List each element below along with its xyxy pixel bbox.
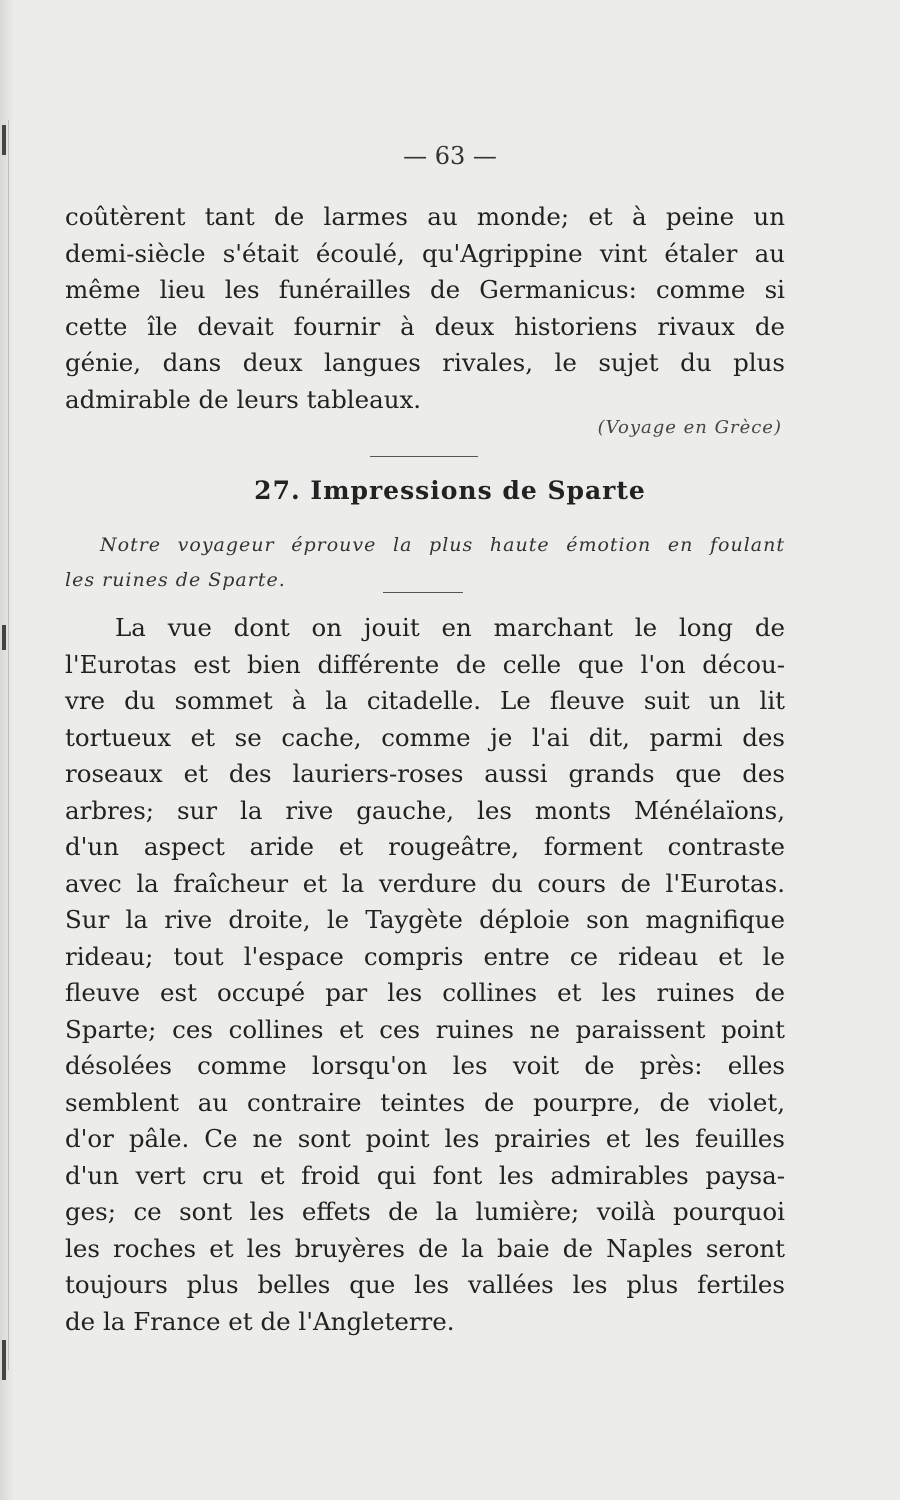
intro-divider: [383, 592, 463, 593]
text-line: Sur la rive droite, le Taygète déploie son magnifique: [65, 905, 785, 934]
text-line: vre du sommet à la citadelle. Le fleuve suit un lit: [65, 686, 785, 715]
page-edge-shadow: [0, 0, 14, 1500]
section-heading: 27. Impressions de Sparte: [254, 476, 646, 505]
text-line: les roches et les bruyères de la baie de Naples seront: [65, 1233, 785, 1263]
text-line: admirable de leurs tableaux.: [65, 384, 422, 414]
text-line: d'or pâle. Ce ne sont point les prairies et les feuilles: [65, 1124, 785, 1153]
text-line: rideau; tout l'espace compris entre ce rideau et le: [65, 941, 785, 971]
text-line: demi-siècle s'était écoulé, qu'Agrippine vint étaler au: [65, 238, 785, 268]
text-line: toujours plus belles que les vallées les plus fertiles: [65, 1270, 785, 1299]
text-line: roseaux et des lauriers-roses aussi grands que des: [65, 759, 785, 788]
text-line: avec la fraîcheur et la verdure du cours de l'Eurotas.: [65, 868, 785, 898]
margin-mark: [2, 1340, 6, 1380]
section-divider: [370, 456, 478, 457]
text-line: d'un vert cru et froid qui font les admirables paysa-: [65, 1160, 785, 1190]
text-line: d'un aspect aride et rougeâtre, forment contraste: [65, 832, 785, 861]
text-line: Sparte; ces collines et ces ruines ne paraissent point: [65, 1014, 785, 1044]
intro-line: Notre voyageur éprouve la plus haute émotion en foulant: [100, 534, 785, 556]
text-line: désolées comme lorsqu'on les voit de près: elles: [65, 1051, 785, 1080]
continuation-paragraph: [65, 199, 785, 418]
text-line: génie, dans deux langues rivales, le sujet du plus: [65, 348, 785, 377]
text-line: coûtèrent tant de larmes au monde; et à peine un: [65, 202, 785, 231]
source-attribution: (Voyage en Grèce): [597, 417, 782, 438]
text-line: l'Eurotas est bien différente de celle que l'on décou-: [65, 649, 785, 679]
text-line: de la France et de l'Angleterre.: [65, 1306, 455, 1336]
text-line: cette île devait fournir à deux historiens rivaux de: [65, 311, 785, 341]
text-line: semblent au contraire teintes de pourpre, de violet,: [65, 1087, 785, 1117]
text-line: tortueux et se cache, comme je l'ai dit, parmi des: [65, 722, 785, 752]
page-number: — 63 —: [403, 142, 497, 170]
text-line: ges; ce sont les effets de la lumière; voilà pourquoi: [65, 1197, 785, 1226]
section-intro: [65, 528, 785, 598]
intro-line: les ruines de Sparte.: [65, 569, 286, 591]
margin-mark: [2, 625, 6, 650]
text-line: même lieu les funérailles de Germanicus: comme si: [65, 275, 785, 304]
text-line: arbres; sur la rive gauche, les monts Ménélaïons,: [65, 795, 785, 825]
text-line: La vue dont on jouit en marchant le long de: [115, 613, 785, 642]
binding-edge-line: [8, 120, 9, 1370]
text-line: fleuve est occupé par les collines et les ruines de: [65, 978, 785, 1007]
body-paragraph: [65, 610, 785, 1340]
